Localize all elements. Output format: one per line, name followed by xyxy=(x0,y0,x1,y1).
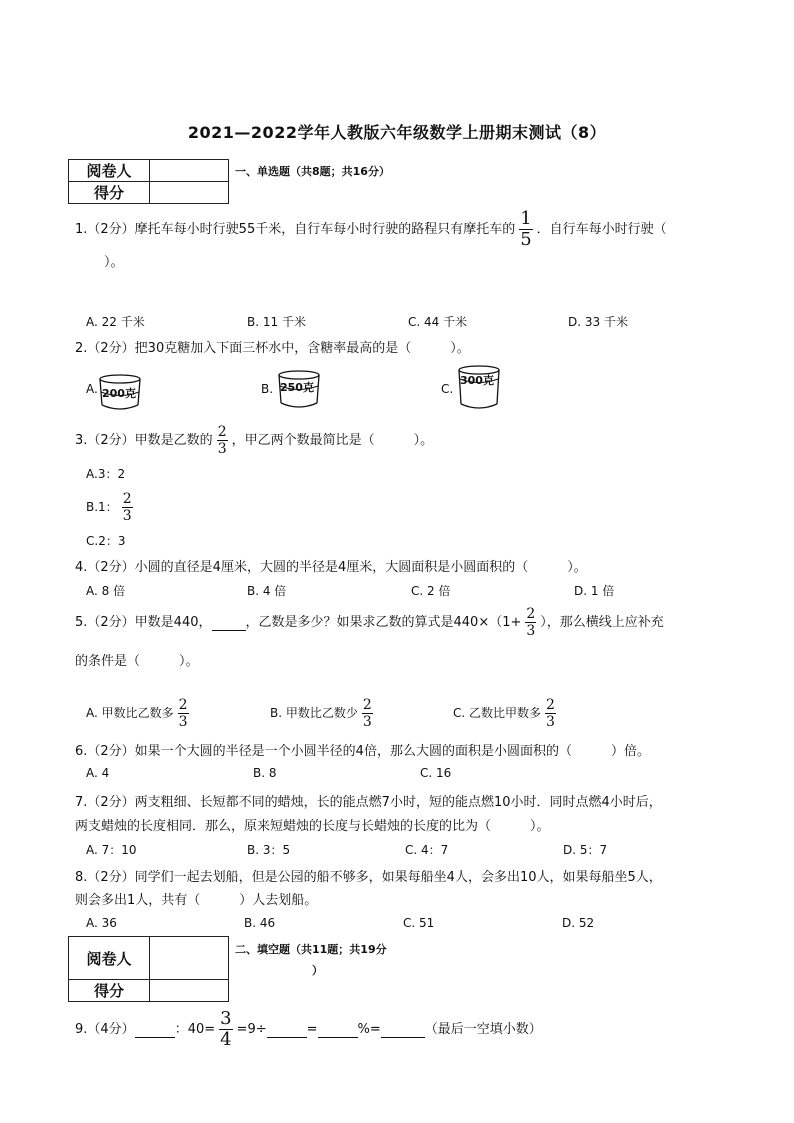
q5-text-mid: ，乙数是多少？如果求乙数的算式是440×（1+ xyxy=(245,615,522,630)
q3-option-b[interactable]: B.1： $\frac{2}{3}$ xyxy=(86,491,132,524)
q3-text-after: ，甲乙两个数最简比是（ ）。 xyxy=(231,433,434,448)
q8-option-a[interactable]: A. 36 xyxy=(86,916,117,930)
q1-fraction: $\frac{1}{5}$ xyxy=(520,208,532,250)
q9-fraction: $\frac{3}{4}$ xyxy=(220,1008,232,1050)
q2-cup-b xyxy=(277,369,321,411)
section2-heading: 二、填空题（共11题；共19分 xyxy=(235,943,387,956)
score-label: 得分 xyxy=(69,182,150,204)
q4-option-a[interactable]: A. 8 倍 xyxy=(86,584,126,598)
score-label-2: 得分 xyxy=(69,980,150,1002)
section2-heading-tail: ） xyxy=(312,964,323,977)
grader-score-box-1 xyxy=(68,159,229,204)
q7-line2: 两支蜡烛的长度相同．那么，原来短蜡烛的长度与长蜡烛的长度的比为（ ）。 xyxy=(75,819,550,834)
reader-field-2[interactable] xyxy=(150,937,229,980)
q9-prefix: 9.（4分） xyxy=(75,1022,135,1037)
q7-option-c[interactable]: C. 4：7 xyxy=(405,843,449,857)
q7-option-d[interactable]: D. 5：7 xyxy=(563,843,608,857)
score-field-2[interactable] xyxy=(150,980,229,1002)
q9-blank-1[interactable] xyxy=(135,1022,175,1038)
question-1 xyxy=(75,210,667,249)
q3-option-b-fraction: $\frac{2}{3}$ xyxy=(122,491,132,524)
q1-text: 1.（2分）摩托车每小时行驶55千米，自行车每小时行驶的路程只有摩托车的 xyxy=(75,222,516,237)
reader-label: 阅卷人 xyxy=(69,160,150,182)
question-9: 9.（4分） ：40= $\frac{3}{4}$ =9÷ = %= （最后一空填小数） xyxy=(75,1008,542,1050)
q5-fraction: $\frac{2}{3}$ xyxy=(526,606,536,639)
reader-field[interactable] xyxy=(150,160,229,182)
q2-option-b[interactable]: B. xyxy=(261,382,274,396)
score-field[interactable] xyxy=(150,182,229,204)
q2-cup-c xyxy=(457,364,501,412)
question-5 xyxy=(75,607,664,638)
q2-option-c[interactable]: C. xyxy=(441,382,454,396)
q9-blank-2[interactable] xyxy=(267,1022,307,1038)
q2-cup-a xyxy=(98,373,142,413)
q9-blank-3[interactable] xyxy=(318,1022,358,1038)
q3-fraction: $\frac{2}{3}$ xyxy=(217,424,227,457)
q3-option-a[interactable]: A.3：2 xyxy=(86,467,126,481)
q5-option-c-fraction: $\frac{2}{3}$ xyxy=(546,697,555,730)
q1-option-c[interactable]: C. 44 千米 xyxy=(408,315,468,329)
q8-option-c[interactable]: C. 51 xyxy=(403,916,435,930)
q5-text: 5.（2分）甲数是440， xyxy=(75,615,212,630)
grader-score-box-2 xyxy=(68,936,229,1002)
q3-text: 3.（2分）甲数是乙数的 xyxy=(75,433,213,448)
cup-label-b: 250克 xyxy=(280,381,314,394)
q1-option-a[interactable]: A. 22 千米 xyxy=(86,315,145,329)
q1-option-d[interactable]: D. 33 千米 xyxy=(568,315,628,329)
q5-blank[interactable] xyxy=(212,615,246,631)
q5-option-a[interactable]: A. 甲数比乙数多 $\frac{2}{3}$ xyxy=(86,697,188,730)
section1-heading: 一、单选题（共8题；共16分） xyxy=(235,165,390,178)
q1-text-after: ．自行车每小时行驶（ xyxy=(536,222,667,237)
q8-option-b[interactable]: B. 46 xyxy=(244,916,276,930)
q9-suffix: （最后一空填小数） xyxy=(424,1022,542,1037)
page-title: 2021—2022学年人教版六年级数学上册期末测试（8） xyxy=(187,123,607,142)
q7-option-b[interactable]: B. 3：5 xyxy=(247,843,291,857)
question-8: 8.（2分）同学们一起去划船，但是公园的船不够多，如果每船坐4人，会多出10人，如果每船坐5人， xyxy=(75,870,662,885)
q8-option-d[interactable]: D. 52 xyxy=(562,916,595,930)
cup-label-c: 300克 xyxy=(460,374,494,387)
q4-option-d[interactable]: D. 1 倍 xyxy=(574,584,615,598)
q2-option-a[interactable]: A. xyxy=(86,382,98,396)
q5-text-after: ），那么横线上应补充 xyxy=(540,615,664,630)
q9-blank-4[interactable] xyxy=(381,1022,425,1038)
q6-option-b[interactable]: B. 8 xyxy=(253,766,277,780)
q6-option-a[interactable]: A. 4 xyxy=(86,766,110,780)
q5-option-c[interactable]: C. 乙数比甲数多 $\frac{2}{3}$ xyxy=(453,697,555,730)
q1-line2: ）。 xyxy=(104,255,124,270)
q1-option-b[interactable]: B. 11 千米 xyxy=(247,315,306,329)
question-2: 2.（2分）把30克糖加入下面三杯水中，含糖率最高的是（ ）。 xyxy=(75,341,470,356)
q4-option-b[interactable]: B. 4 倍 xyxy=(247,584,287,598)
reader-label-2: 阅卷人 xyxy=(69,937,150,980)
q5-option-b-fraction: $\frac{2}{3}$ xyxy=(362,697,372,730)
cup-label-a: 200克 xyxy=(102,387,136,400)
question-4: 4.（2分）小圆的直径是4厘米，大圆的半径是4厘米，大圆面积是小圆面积的（ ）。 xyxy=(75,560,587,575)
q5-line2: 的条件是（ ）。 xyxy=(75,654,199,669)
q7-option-a[interactable]: A. 7：10 xyxy=(86,843,137,857)
q5-option-a-fraction: $\frac{2}{3}$ xyxy=(178,697,188,730)
q3-option-c[interactable]: C.2：3 xyxy=(86,534,126,548)
question-3 xyxy=(75,425,433,456)
q4-option-c[interactable]: C. 2 倍 xyxy=(411,584,451,598)
q8-line2: 则会多出1人，共有（ ）人去划船。 xyxy=(75,893,318,908)
q6-option-c[interactable]: C. 16 xyxy=(420,766,452,780)
q5-option-b[interactable]: B. 甲数比乙数少 $\frac{2}{3}$ xyxy=(270,697,372,730)
question-6: 6.（2分）如果一个大圆的半径是一个小圆半径的4倍，那么大圆的面积是小圆面积的（ ）倍。 xyxy=(75,744,650,759)
question-7: 7.（2分）两支粗细、长短都不同的蜡烛，长的能点燃7小时，短的能点燃10小时．同时点燃4小时后， xyxy=(75,795,662,810)
